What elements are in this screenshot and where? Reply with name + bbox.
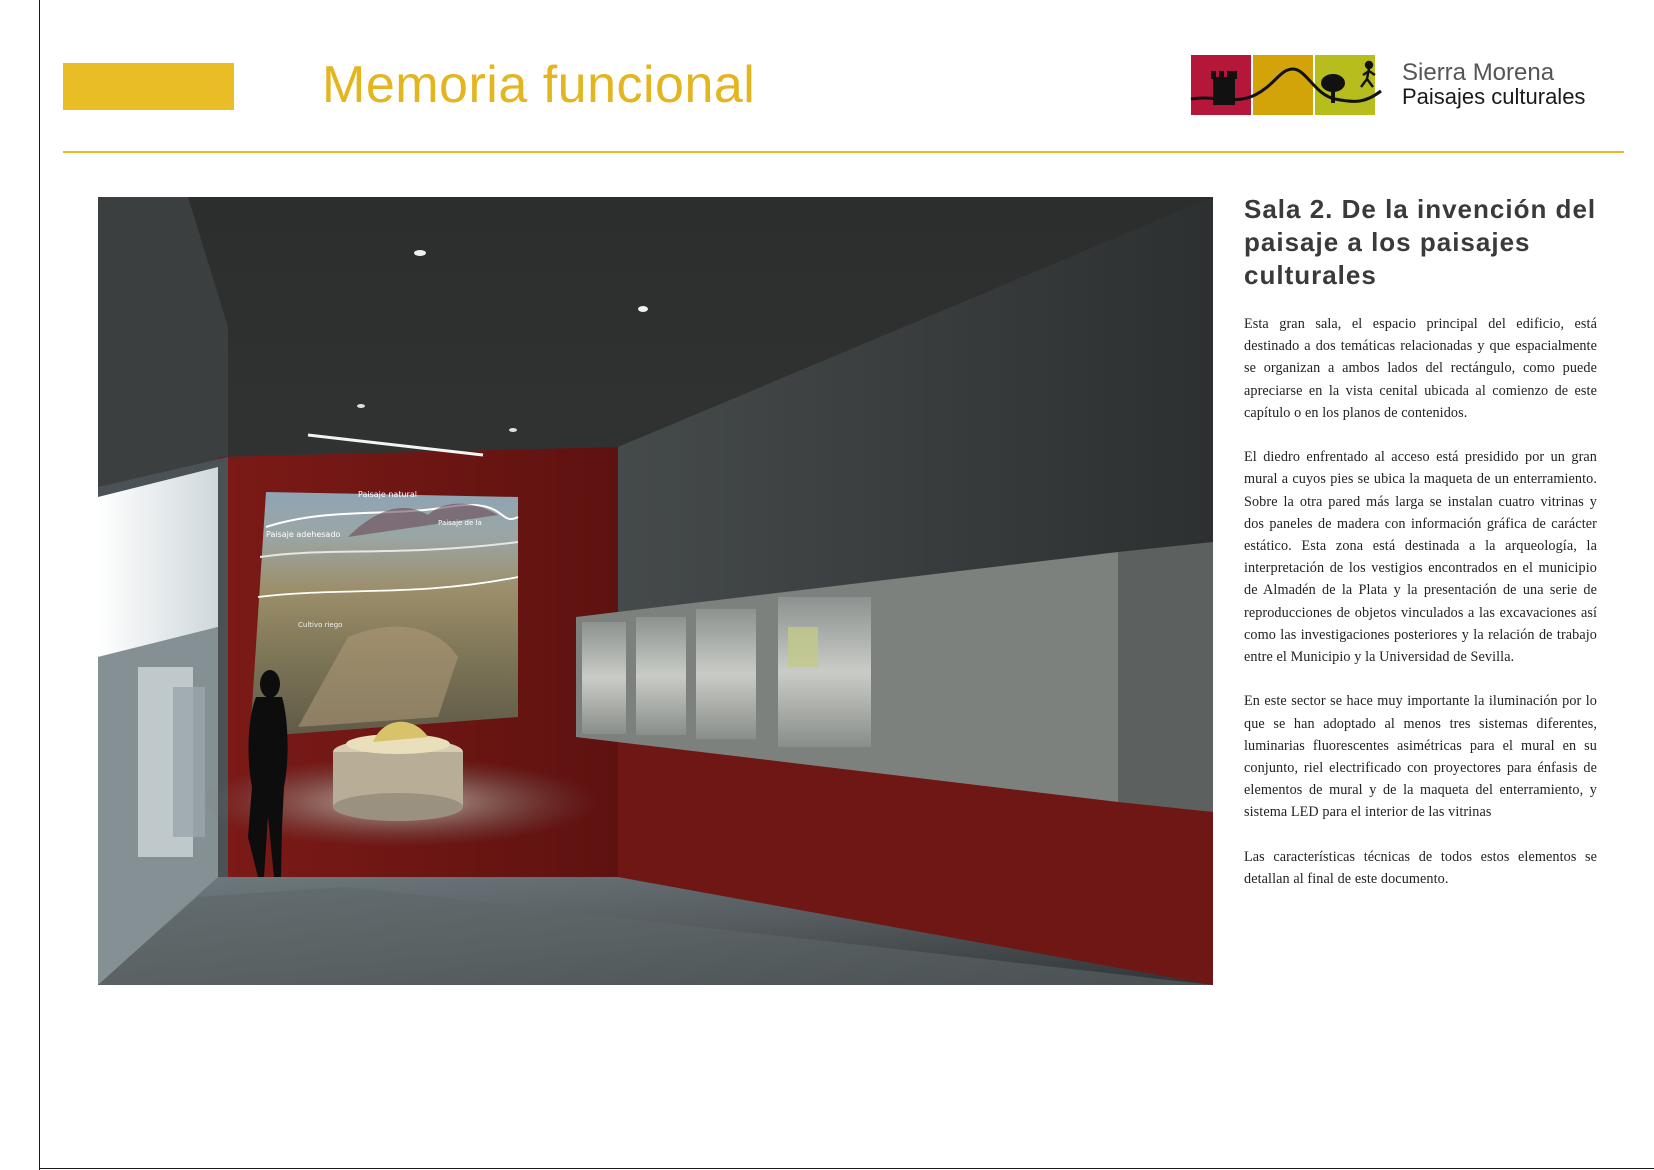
page-title: Memoria funcional [322, 56, 756, 114]
mural-label-2: Paisaje adehesado [266, 530, 341, 539]
header-rule [63, 151, 1624, 153]
body-paragraph-1: Esta gran sala, el espacio principal del edificio, está destinado a dos temáticas relacionadas y que espacialmente se organizan a ambos lados del rectángulo, como puede apreciarse en la vista cenital ubicada al comienzo de este capítulo o en los planos de contenidos. [1244, 316, 1597, 421]
logo-text [1402, 61, 1602, 109]
mural-label-4: Cultivo riego [298, 621, 343, 629]
exhibition-room-render [98, 197, 1213, 985]
section-body [1244, 313, 1597, 912]
logo-subtitle: Paisajes culturales [1402, 84, 1586, 109]
logo-emblem [1185, 55, 1385, 117]
vitrine-2 [636, 617, 686, 735]
section-heading: Sala 2. De la invención del paisaje a los paisajes culturales [1244, 194, 1597, 290]
body-paragraph-4: Las características técnicas de todos estos elementos se detallan al final de este documento. [1244, 848, 1597, 888]
vitrine-4 [778, 597, 871, 747]
header-accent-bar [63, 63, 234, 110]
vitrine-3 [696, 609, 756, 739]
body-paragraph-3: En este sector se hace muy importante la iluminación por lo que se han adoptado al menos tres sistemas diferentes, luminarias fluorescentes asimétricas para el mural en su conjunto, riel electrificado con proyectores para énfasis de elementos de mural y de la maqueta del enterramiento, y sistema LED para el interior de las vitrinas [1244, 693, 1597, 821]
sierra-morena-logo [1191, 55, 1601, 117]
vitrine-1 [582, 622, 626, 734]
mural-label-1: Paisaje natural [358, 490, 417, 499]
body-paragraph-2: El diedro enfrentado al acceso está presidido por un gran mural a cuyos pies se ubica la maqueta de un enterramiento. Sobre la otra pared más larga se instalan cuatro vitrinas y dos paneles de madera con información gráfica de carácter estático. Esta zona está destinada a la arqueología, la interpretación de los vestigios encontrados en el municipio de Almadén de la Plata y la presentación de una serie de reproducciones de objetos vinculados a las excavaciones así como las investigaciones posteriores y la relación de trabajo entre el Municipio y la Universidad de Sevilla. [1244, 449, 1597, 666]
render-illustration [98, 197, 1213, 985]
hiker-icon [1361, 62, 1375, 87]
page-border-left [39, 0, 40, 1170]
logo-title: Sierra Morena [1402, 59, 1555, 86]
mural-label-3: Paisaje de la [438, 519, 482, 527]
page-border-bottom [39, 1168, 1654, 1169]
